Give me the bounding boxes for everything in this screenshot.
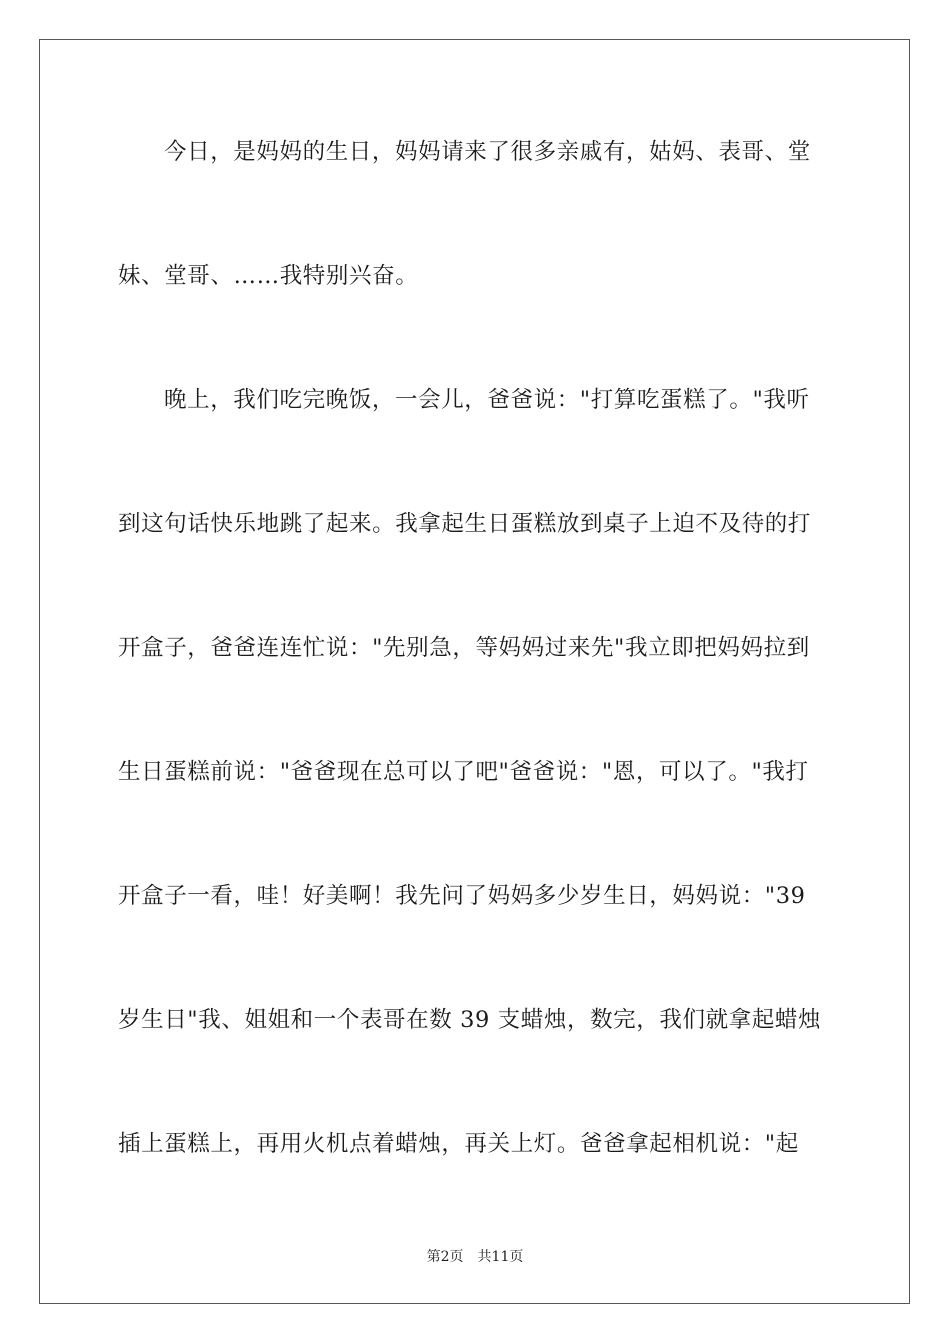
text-line-6: 生日蛋糕前说："爸爸现在总可以了吧"爸爸说："恩，可以了。"我打 <box>118 759 809 785</box>
page-frame <box>39 39 910 1304</box>
text-line-7: 开盒子一看，哇！好美啊！我先问了妈妈多少岁生日，妈妈说："39 <box>118 883 806 909</box>
page-footer <box>0 1248 950 1266</box>
page-number-total: 共11页 <box>477 1249 524 1265</box>
text-line-4: 到这句话快乐地跳了起来。我拿起生日蛋糕放到桌子上迫不及待的打 <box>118 511 812 537</box>
text-line-8: 岁生日"我、姐姐和一个表哥在数 39 支蜡烛，数完，我们就拿起蜡烛 <box>118 1007 822 1033</box>
text-line-1: 今日，是妈妈的生日，妈妈请来了很多亲戚有，姑妈、表哥、堂 <box>164 139 811 165</box>
text-line-2: 妹、堂哥、……我特别兴奋。 <box>118 263 419 289</box>
text-line-5: 开盒子，爸爸连连忙说："先别急，等妈妈过来先"我立即把妈妈拉到 <box>118 635 810 661</box>
text-line-3: 晚上，我们吃完晚饭，一会儿，爸爸说："打算吃蛋糕了。"我听 <box>164 387 810 413</box>
text-line-9: 插上蛋糕上，再用火机点着蜡烛，再关上灯。爸爸拿起相机说："起 <box>118 1131 799 1157</box>
page-number-current: 第2页 <box>426 1249 464 1265</box>
